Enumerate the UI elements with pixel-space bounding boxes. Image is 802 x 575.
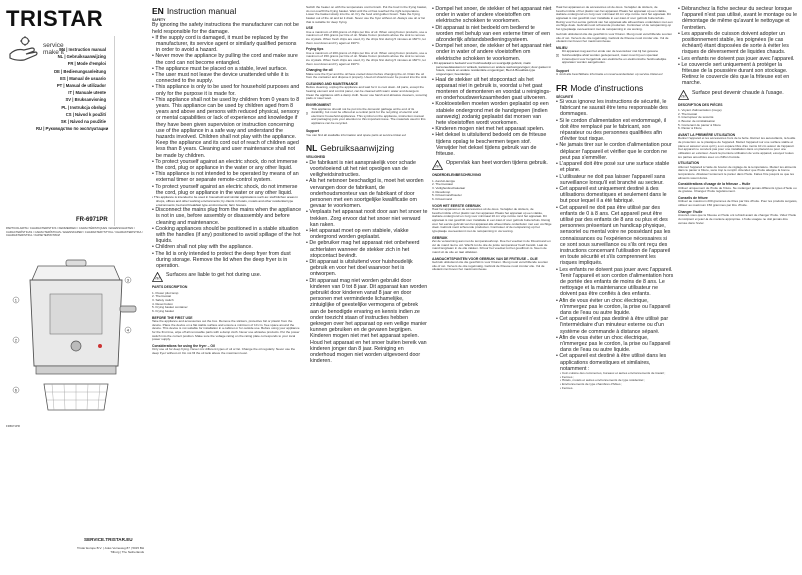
list-item: • Cet appareil n'est pas destiné à être utilisé par l'intermédiaire d'un minuteur externe ou d'un système de commande à distance séparé.	[556, 316, 674, 335]
svg-text:4: 4	[126, 327, 130, 333]
weee-bin-icon	[556, 50, 559, 61]
paragraph: Dit apparaat mag aan het einde van de levensduur niet bij het gewone huishoudelijke afval worden gedeponeerd, maar moet bij een speciaal inzamelpunt voor hergebruik van elektrische en elektronische huishoudelijke apparaten worden aangeboden.	[561, 49, 667, 65]
list-item: • Het deksel is uitsluitend bedoeld om de friteuse tijdens opslag te beschermen tegen stof. Verwijder het deksel tijdens gebruik van de friteuse.	[432, 132, 552, 157]
divider	[114, 36, 115, 226]
fr-code: FR	[556, 82, 568, 93]
paragraph: Use a maximum of 200 grams of chips per litre of oil. When using frozen products, use a maximum of 150 grams per litre of oil. Shake frozen products above the sink to remove ice crystals. When fresh chips are used, fry the chips first during 5 minutes at 160°C, let them cool down and fry again at 190°C.	[306, 29, 427, 45]
paragraph: This appliance should not be put into the domestic garbage at the end of its durability, but must be offered at a central point for the recycling of electric and electronic household appliances. This symbol on the appliance, instruction manual and packaging puts your attention to this important issue. The materials used in this appliance can be recycled.	[311, 106, 426, 126]
weee-bin-icon	[306, 108, 308, 119]
list-item: • Débranchez la fiche secteur du secteur lorsque l'appareil n'est pas utilisé, avant le montage ou le démontage de même qu'avant le nettoyage et l'entretien.	[678, 6, 798, 31]
svg-text:6: 6	[14, 387, 18, 393]
fr-heading	[556, 83, 674, 93]
nl-safety-list	[306, 160, 428, 365]
service-tagline: make it	[43, 49, 64, 56]
paragraph: Zet de verwarming aan met de temperatuurknop. Doe het voedsel in de frituurmand en vul de mand niet te vol. Wacht tot de olie de juiste temperatuur heeft bereikt. Laat de mand langzaam in de olie zakken. Frituur het voedsel tot het goudbruin is. Neem de mand uit de olie en laat uitlekken.	[432, 239, 551, 254]
part-item: 4. Reset button	[152, 301, 173, 306]
list-item: • Cet appareil est destiné à être utilisé dans les applications domestiques et similaires, notamment :	[556, 353, 674, 372]
section-heading: PARTS DESCRIPTION	[152, 285, 188, 290]
part-item: 2. Thermostat	[678, 111, 698, 116]
list-item: • Cet appareil est uniquement destiné à des utilisations domestiques et seulement dans le but pour lequel il a été fabriqué.	[556, 186, 674, 205]
list-item: • This appliance shall not be used by children from 0 years to 8 years. This appliance can be used by children aged from 8 years and above and persons with reduced physical, sensory or mental capabilities or lack of experience and knowledge if they have been given supervision or instruction concerning use of the appliance in a safe way and understand the hazards involved. Children shall not play with the appliance. Keep the appliance and its cord out of reach of children aged less than 8 years. Cleaning and user maintenance shall not be made by children.	[152, 97, 302, 159]
svg-text:3: 3	[126, 277, 130, 283]
part-item: 3. Safety switch	[152, 297, 174, 302]
parts-list	[152, 292, 302, 314]
fr-safety-list	[556, 99, 674, 372]
section-heading: GEBRUIK	[432, 235, 448, 240]
fr-safety-list-cont	[678, 6, 798, 87]
list-item: • Hôtels, motels et autres environnements de type résidentiel ;	[560, 379, 674, 383]
list-item: • The user must not leave the device unattended while it is connected to the supply.	[152, 72, 302, 84]
warning-text: Surfaces are liable to get hot during use.	[166, 272, 262, 279]
paragraph: U vindt alle beschikbare informatie en reserveonderdelen op service.tristar.eu!	[556, 72, 663, 76]
section-heading: SAFETY	[152, 18, 166, 22]
paragraph: Utilisez uniquement de l'huile de friture. Ne mélangez jamais différents types d'huile ou de graisse. Changez l'huile régulièrement.	[678, 185, 797, 194]
section-heading: VOOR HET EERSTE GEBRUIK	[432, 203, 481, 208]
hot-surface-icon	[678, 90, 689, 100]
list-item: • The appliance must be placed on a stable, level surface.	[152, 66, 302, 72]
language-item: SK | Návod na použitie	[60, 119, 106, 125]
section-heading: UTILISATION	[678, 161, 700, 166]
multilingual-characteristics: PARTICOLARITA / CHARACTERISTICS / KENMERKEN / CARACTÉRISTIQUES / EIGENSCHAFTEN / CARACTERÍSTICAS / CARACTERÍSTICAS / EGENSKAPER / CHARAKTERYSTYKA / CHARAKTERISTIKA / CHARAKTERISTIKA / ХАРАКТЕРИСТИКИ	[6, 226, 143, 238]
fr-section	[556, 83, 674, 391]
language-item: FR | Mode d'emploi	[67, 61, 106, 67]
list-item: • Kinderen mogen niet met het apparaat spelen.	[432, 126, 552, 132]
brand-logo: TRISTAR	[6, 6, 104, 31]
paragraph: Gebruik uitsluitend olie die geschikt is voor frituren. Meng nooit verschillende soorten olie of vet. Ververs de olie regelmatig. Gebruik de friteuse nooit zonder olie. Vul de olietank niet boven het maximumniveau.	[556, 32, 673, 44]
en-column-2	[306, 6, 428, 571]
language-item: CS | Návod k použití	[65, 111, 106, 117]
support-website[interactable]: SERVICE.TRISTAR.EU	[84, 537, 133, 542]
company-address: Tristar Europe B.V. | Jules Verneweg 87 | 5015 BH Tilburg | The Netherlands	[76, 546, 144, 554]
list-item: • To protect yourself against an electric shock, do not immerse the cord, plug or appliance in the water or any other liquid.	[152, 159, 302, 171]
list-item: • Haal de stekker uit het stopcontact als het apparaat niet in gebruik is, voordat u het gaat monteren of demonteren en voordat u reinigings- en onderhoudswerkzaamheden gaat uitvoeren.	[432, 77, 552, 102]
service-hand-icon	[6, 34, 40, 64]
section-heading: USE	[306, 26, 313, 31]
paragraph: Allumez l'appareil à l'aide du bouton de réglage de la température. Mettez les aliments dans le panier à friture, sans trop le remplir. Attendez que l'huile atteigne la bonne température. Abaissez lentement le panier dans l'huile. Faites frire jusqu'à ce que les aliments soient dorés.	[678, 164, 797, 180]
list-item: • Kooktoestellen moeten worden geplaatst op een stabiele ondergrond met de handgrepen (indien aanwezig) zodanig geplaatst dat morsen van hete vloeistoffen wordt voorkomen.	[432, 101, 552, 126]
nl-column	[432, 6, 552, 571]
list-item: • This appliance is intended to be used in household and similar applications such as: staff kitchen areas in shops, offices and other working environments; by clients in hotels, motels and other residential type environments; bed and breakfast type environments; farm houses.	[152, 196, 302, 207]
list-item: • Dompel het snoer, de stekker of het apparaat niet onder in water of andere vloeistoffen om elektrische schokken te voorkomen.	[432, 6, 552, 25]
model-code: FR6971PR	[6, 424, 20, 428]
list-item: • The lid is only intended to protect the deep fryer from dust during storage. Remove the lid when the deep fryer is in operation.	[152, 251, 302, 270]
svg-text:2: 2	[14, 337, 18, 343]
nl-title: Gebruiksaanwijzing	[320, 143, 395, 154]
hot-surface-warning	[152, 272, 302, 282]
list-item: • L'utilisateur ne doit pas laisser l'appareil sans surveillance lorsqu'il est branché au secteur.	[556, 174, 674, 186]
list-item: • Dit apparaat is uitsluitend voor huishoudelijk gebruik en voor het doel waarvoor het is ontworpen.	[306, 259, 428, 278]
part-item: 5. Frying basket container	[152, 305, 188, 310]
paragraph: Make sure the fryer and the oil have cooled down before changing the oil. Drain the oil from the container and dispose it properly. Used oil should never be poured into the sink.	[306, 71, 428, 80]
section-heading: ENVIRONMENT	[306, 103, 332, 108]
list-item: • Afin de vous éviter un choc électrique, n'immergez pas le cordon, la prise ou l'appareil dans de l'eau ou autre liquide.	[556, 335, 674, 354]
section-heading: CLEANING AND MAINTENANCE	[306, 82, 358, 87]
section-heading: Frying tips	[306, 47, 324, 52]
language-item: RU | Руководство по эксплуатации	[36, 126, 109, 132]
section-heading: AANDACHTSPUNTEN VOOR GEBRUIK VAN DE FRITEUSE – OLIE	[432, 256, 538, 261]
list-item: • Het apparaat moet op een stabiele, vlakke ondergrond worden geplaatst.	[306, 228, 428, 240]
hot-surface-warning	[678, 90, 798, 100]
part-item: 3. Interrupteur de sécurité	[678, 115, 714, 120]
part-item: 6. Panier à friture	[678, 126, 702, 131]
section-heading: DESCRIPTION DES PIÈCES	[678, 102, 723, 107]
list-item: • Als het netsnoer beschadigd is, moet het worden vervangen door de fabrikant, de onderhoudsmonteur van de fabrikant of door personen met een soortgelijke kwalificatie om gevaar te voorkomen.	[306, 178, 428, 209]
list-item: • De gebruiker mag het apparaat niet onbeheerd achterlaten wanneer de stekker zich in het stopcontact bevindt.	[306, 240, 428, 259]
list-item: • Verplaats het apparaat nooit door aan het snoer te trekken. Zorg ervoor dat het snoer niet verward kan raken.	[306, 209, 428, 228]
en-safety-intro: By ignoring the safety instructions the manufacturer can not be held responsible for the damage.	[152, 22, 299, 35]
paragraph: Take the appliance and accessories out the box. Remove the stickers, protective foil or plastic from the device. Place the device on a flat stable surface and ensure a minimum of 10 cm. free space around the device. This device is not suitable for installation in a cabinet or for outside use. Before using your appliance for the first time, wipe off all removable parts with a damp cloth. Never use abrasive products. Put the power switch into the correct position. Make sure the voltage rating on the rating plate corresponds to your local power supply.	[152, 318, 300, 342]
language-item: ES | Manual de usuario	[60, 75, 106, 81]
section-heading: SÉCURITÉ	[556, 94, 574, 99]
nl-safety-list-cont	[432, 6, 552, 157]
part-item: 5. Frituurmandhouder	[432, 193, 462, 198]
fr-title: Mode d'instructions	[570, 82, 644, 93]
list-item: • Ne jamais tirer sur le cordon d'alimentation pour déplacer l'appareil et vérifier que le cordon ne peut pas s'emmêler.	[556, 142, 674, 161]
part-item: 6. Frying basket	[152, 308, 175, 313]
section-heading: Conseils de friture	[678, 196, 708, 201]
section-heading: Changing the oil	[306, 68, 333, 73]
paragraph: You can find all available information and spare parts at service.tristar.eu!	[306, 132, 407, 137]
section-heading: BEFORE THE FIRST USE	[152, 315, 193, 320]
paragraph: Switch the heater on with the temperature control knob. Put the food in the frying basket, do not overfill the frying basket. Wait until the oil has reached the right temperature. Lower the basket slowly into the oil. Fry the food until golden brown. Take the frying basket out of the oil and let it drain. Never use the fryer without oil. Always use oil or fat that is suitable for deep frying.	[306, 6, 428, 24]
part-item: 1. Power pilot lamp	[152, 290, 179, 295]
list-item: • This appliance is only to be used for household purposes and only for the purpose it is made for.	[152, 84, 302, 96]
hot-surface-icon	[152, 272, 163, 282]
part-item: 6. Frituurmand	[432, 196, 453, 201]
list-item: • Children shall not play with the appliance.	[152, 244, 302, 250]
nl-section	[306, 143, 428, 364]
paragraph: Use a maximum of 200 grams of chips per litre of oil. When using frozen products, use a maximum of 150 grams per litre of oil. Shake frozen products above the sink to remove ice crystals. When fresh chips are used, fry the chips first during 5 minutes at 160°C, let them cool down and fry again at 190°C.	[306, 50, 427, 66]
part-item: 2. Thermostaat	[432, 182, 453, 187]
paragraph: Before cleaning, unplug the appliance and wait for it to cool down. All parts, except the heating element and control panel, can be cleaned with warm water and detergent. Clean the appliance with a damp cloth. Never use harsh and abrasive cleaners, scouring pads or steel wool.	[306, 85, 428, 101]
section-heading: MILIEU	[556, 46, 568, 51]
list-item: • Disconnect the mains plug from the mains when the appliance is not in use, before assembly or disassembly and before cleaning and maintenance.	[152, 207, 302, 226]
part-item: 4. Bouton de réinitialisation	[678, 119, 716, 124]
fr-column	[678, 6, 798, 571]
list-item: • Le couvercle sert uniquement à protéger la friteuse de la poussière durant son stockage. Retirez le couvercle dès que la friteuse est en marche.	[678, 62, 798, 87]
warning-text: Surface peut devenir chaude à l'usage.	[692, 89, 784, 96]
en-heading	[152, 6, 302, 16]
model-number: FR-6971PR	[76, 217, 108, 223]
list-item: • This appliance is not intended to be operated by means of an external timer or separate remote-control system.	[152, 171, 302, 183]
language-item: PL | Instrukcja obsługi	[61, 104, 106, 110]
fr-sub-list	[556, 372, 674, 390]
nl-column-2	[556, 6, 674, 571]
part-item: 4. Resetknop	[432, 189, 451, 194]
en-title: Instruction manual	[166, 6, 237, 16]
list-item: • Si le cordon d'alimentation est endommagé, il doit être remplacé par le fabricant, son réparateur ou des personnes qualifiées afin d'éviter tout risque.	[556, 118, 674, 143]
part-item: 1. Aan/uit-lampje	[432, 178, 456, 183]
part-item: 5. Contenant de panier à friture	[678, 122, 721, 127]
list-item: • Environnements de type chambres d'hôtes ;	[560, 383, 674, 387]
list-item: • Dit apparaat is bedoeld voor huishoudelijk en soortgelijk gebruik, zoals: personeelskeukens in winkels, kantoren en andere werkomgevingen; door gasten in hotels, motels en andere residentiële omgevingen; Bed & Breakfast-type omgevingen; boerderijen.	[432, 62, 552, 77]
callout-markers	[10, 240, 135, 410]
language-item: IT | Manuale utente	[68, 90, 106, 96]
language-item: NL | Gebruiksaanwijzing	[57, 54, 106, 60]
section-heading: Support	[556, 68, 569, 73]
paragraph: Haal het apparaat en de accessoires uit de doos. Verwijder de stickers, de beschermfolie of het plastic van het apparaat. Plaats het apparaat op een vlakke, stabiele ondergrond en zorg voor minimaal 10 cm vrije ruimte rond het apparaat. Dit apparaat is niet geschikt voor installatie in een kast of voor gebruik buitenshuis. Reinig voor het eerste gebruik van het apparaat alle afneembare onderdelen met een vochtige doek. Gebruik nooit schurende producten. Controleer of de netspanning op het typeplaatje overeenkomt met de netspanning in uw woning.	[556, 6, 673, 31]
list-item: • Dompel het snoer, de stekker of het apparaat niet onder in water of andere vloeistoffen om elektrische schokken te voorkomen.	[432, 43, 552, 62]
hot-surface-icon	[432, 160, 443, 170]
language-item: PT | Manual de utilizador	[56, 83, 106, 89]
list-item: • Never move the appliance by pulling the cord and make sure the cord can not become entangled.	[152, 53, 302, 65]
parts-list	[678, 109, 798, 131]
list-item: • Les appareils de cuisson doivent adopter un positionnement stable, les poignées (le cas échéant) étant disposées de sorte à éviter les risques de déversement de liquides chauds.	[678, 31, 798, 56]
nl-heading	[306, 143, 428, 153]
list-item: • Dit apparaat mag niet worden gebruikt door kinderen van 0 tot 8 jaar. Dit apparaat kan worden gebruikt door kinderen vanaf 8 jaar en door personen met verminderde lichamelijke, zintuiglijke of geestelijke vermogens of gebrek aan de benodigde ervaring en kennis indien ze onder toezicht staan of instructies hebben gekregen over het apparaat op een veilige manier kunnen gebruiken en de gevaren begrijpen. Kinderen mogen niet met het apparaat spelen. Houd het apparaat en het snoer buiten bereik van kinderen jonger dan 8 jaar. Reiniging en onderhoud mogen niet worden uitgevoerd door kinderen.	[306, 278, 428, 365]
paragraph: Retirez l'appareil et les accessoires hors de la boîte. Retirez les autocollants, la feuille de protection ou le plastique de l'appareil. Mettez l'appareil sur une surface stable et plane et assurez-vous qu'il y a un espace libre d'au moins 10 cm autour de l'appareil. Cet appareil ne convient pas pour une installation dans un placard ou pour une utilisation en extérieur. Avant la première utilisation de votre appareil, essuyez toutes les parties amovibles avec un chiffon humide.	[678, 136, 796, 159]
list-item: • L'appareil doit être posé sur une surface stable et plane.	[556, 161, 674, 173]
list-item: • Afin de vous éviter un choc électrique, n'immergez pas le cordon, la prise ou l'appareil dans de l'eau ou autre liquide.	[556, 298, 674, 317]
nl-code: NL	[306, 143, 318, 154]
en-column	[152, 6, 302, 571]
paragraph: Only use oil for deep frying. Never mix different types of oil or fat. Change the oil regularly. Never use the deep fryer without oil. Do not fill the oil tank above the maximum level.	[152, 347, 296, 355]
en-safety-list	[152, 35, 302, 269]
section-heading: Considérations d'usage de la friteuse – Huile	[678, 182, 751, 187]
section-heading: Considerations for using the fryer – Oil	[152, 343, 215, 348]
language-list	[36, 46, 109, 132]
paragraph: Assurez-vous que la friteuse et l'huile ont refroidi avant de changer l'huile. Videz l'huile du récipient et jetez-la de manière appropriée. L'huile usagée ne doit jamais être versée dans l'évier.	[678, 213, 797, 225]
list-item: • To protect yourself against an electric shock, do not immerse the cord, plug or appliance in the water or any other liquid.	[152, 184, 302, 196]
list-item: • Coin cuisine des commerces, bureaux et autres environnements de travail ;	[560, 372, 674, 376]
section-heading: ONDERDELENBESCHRIJVING	[432, 173, 482, 178]
list-item: • Dit apparaat is niet bedoeld om bediend te worden met behulp van een externe timer of een afzonderlijk afstandsbedieningsysteem.	[432, 25, 552, 44]
language-item: SV | Bruksanvisning	[65, 97, 106, 103]
section-heading: AVANT LA PREMIÈRE UTILISATION	[678, 132, 736, 137]
en-code: EN	[152, 6, 164, 16]
language-item: DE | Bedienungsanleitung	[54, 68, 106, 74]
hot-surface-warning	[432, 160, 552, 170]
section-heading: Changer l'huile	[678, 209, 703, 214]
part-item: 3. Veiligheidsschakelaar	[432, 186, 466, 190]
service-line: service	[43, 42, 64, 49]
paragraph: Gebruik uitsluitend olie die geschikt is voor frituren. Meng nooit verschillende soorten olie of vet. Ververs de olie regelmatig. Gebruik de friteuse nooit zonder olie. Vul de olietank niet boven het maximumniveau.	[432, 260, 549, 272]
list-item: • Cooking appliances should be positioned in a stable situation with the handles (if any) positioned to avoid spillage of the hot liquids.	[152, 226, 302, 245]
list-item: • Les enfants ne doivent pas jouer avec l'appareil.	[678, 56, 798, 62]
list-item: • Cet appareil ne doit pas être utilisé par des enfants de 0 à 8 ans. Cet appareil peut être utilisé par des enfants de 8 ans ou plus et des personnes présentant un handicap physique, sensoriel ou mental voire ne possédant pas les connaissances ou l'expérience nécessaires si ce sont sous surveillance ou s'ils ont reçu des instructions concernant l'utilisation de l'appareil en toute sécurité et s'ils comprennent les risques impliqués.	[556, 205, 674, 267]
svg-text:1: 1	[14, 297, 18, 303]
section-heading: Support	[306, 129, 319, 134]
list-item: • If the supply cord is damaged, it must be replaced by the manufacturer, its service agent or similarly qualified persons in order to avoid a hazard.	[152, 35, 302, 54]
warning-text: Oppervlak kan heet worden tijdens gebruik.	[446, 160, 548, 167]
list-item: • Fermes.	[560, 387, 674, 391]
paragraph: Utilisez au maximum 200 grammes de frites par litre d'huile. Pour les produits surgelés, utilisez au maximum 150 grammes par litre d'huile.	[678, 199, 798, 208]
list-item: • De fabrikant is niet aansprakelijk voor schade voortvloeiend uit het niet opvolgen van de veiligheidsinstructies.	[306, 160, 428, 179]
section-heading: VEILIGHEID	[306, 155, 326, 160]
list-item: • Si vous ignorez les instructions de sécurité, le fabricant ne saurait être tenu responsable des dommages.	[556, 99, 674, 118]
list-item: • Fermes ;	[560, 376, 674, 380]
language-item: EN | Instruction manual	[59, 47, 106, 52]
part-item: 2. Thermostat	[152, 294, 172, 299]
paragraph: Haal het apparaat en de accessoires uit de doos. Verwijder de stickers, de beschermfolie of het plastic van het apparaat. Plaats het apparaat op een vlakke, stabiele ondergrond en zorg voor minimaal 10 cm vrije ruimte rond het apparaat. Dit apparaat is niet geschikt voor installatie in een kast of voor gebruik buitenshuis. Reinig voor het eerste gebruik van het apparaat alle afneembare onderdelen met een vochtige doek. Gebruik nooit schurende producten. Controleer of de netspanning op het typeplaatje overeenkomt met de netspanning in uw woning.	[432, 207, 552, 233]
list-item: • Les enfants ne doivent pas jouer avec l'appareil. Tenir l'appareil et son cordon d'alimentation hors de portée des enfants de moins de 8 ans. Le nettoyage et la maintenance utilisateur ne doivent pas être confiés à des enfants.	[556, 267, 674, 298]
part-item: 1. Voyant d'alimentation (rouge)	[678, 108, 722, 113]
parts-list	[432, 180, 552, 202]
